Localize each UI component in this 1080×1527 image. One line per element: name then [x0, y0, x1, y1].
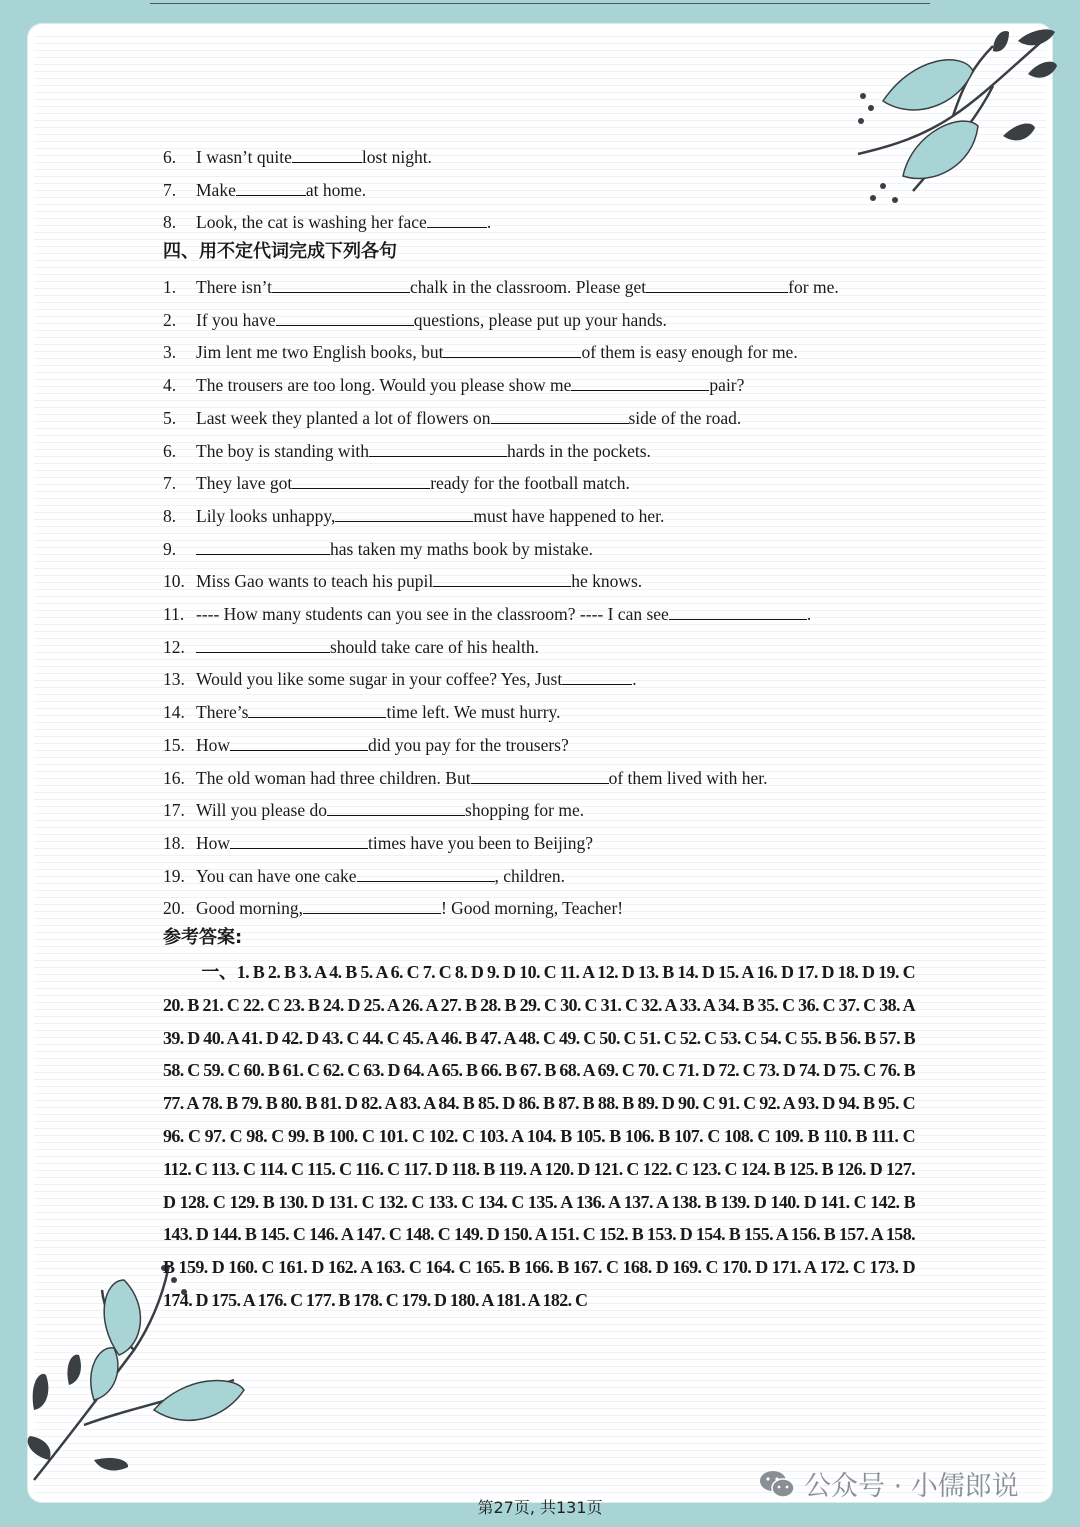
leaf-decoration-top-right-icon	[843, 26, 1058, 206]
question-text: Good morning,	[196, 898, 303, 919]
question-item	[163, 799, 584, 821]
question-text: The trousers are too long. Would you please show me	[196, 375, 572, 396]
question-text: The boy is standing with	[196, 440, 370, 461]
question-text: must have happened to her.	[473, 505, 665, 526]
question-text: pair?	[709, 375, 745, 396]
question-text: Last week they planted a lot of flowers on	[196, 407, 491, 428]
answer-blank	[571, 374, 709, 391]
question-number: 11.	[163, 604, 185, 624]
question-item	[163, 897, 623, 919]
answer-blank	[471, 767, 609, 784]
section-four-heading: 四、用不定代词完成下列各句	[163, 241, 397, 262]
question-text: There’s	[196, 702, 249, 723]
answer-blank	[196, 538, 330, 555]
answer-blank	[230, 734, 368, 751]
question-text: lost night.	[361, 147, 432, 167]
question-text: Look, the cat is washing her face	[196, 212, 427, 233]
answer-key-text: 一、1. B 2. B 3. A 4. B 5. A 6. C 7. C 8. D 9. D 10. C 11. A 12. D 13. B 14. D 15. A 16. D 17. D 18. D 19. C 20. B 21. C 22. C 23. B 24. D 25. A 26. A 27. B 28. B 29. C 30. C 31. C 32. A 33. A 34. B 35. C 36. C 37. C 38. A 39. D 40. A 41. D 42. D 43. C 44. C 45. A 46. B 47. A 48. C 49. C 50. C 51. C 52. C 53. C 54. C 55. B 56. B 57. B 58. C 59. C 60. B 61. C 62. C 63. D 64. A 65. B 66. B 67. B 68. A 69. C 70. C 71. D 72. C 73. D 74. D 75. C 76. B 77. A 78. B 79. B 80. B 81. D 82. A 83. A 84. B 85. D 86. B 87. B 88. B 89. D 90. C 91. C 92. A 93. D 94. B 95. C 96. C 97. C 98. C 99. B 100. C 101. C 102. C 103. A 104. B 105. B 106. B 107. C 108. C 109. B 110. B 111. C 112. C 113. C 114. C 115. C 116. C 117. D 118. B 119. A 120. D 121. C 122. C 123. C 124. B 125. B 126. D 127. D 128. C 129. B 130. D 131. C 132. C 133. C 134. C 135. A 136. A 137. A 138. B 139. D 140. D 141. C 142. B 143. D 144. B 145. C 146. A 147. C 148. C 149. D 150. A 151. C 152. B 153. D 154. B 155. A 156. B 157. A 158. B 159. D 160. C 161. D 162. A 163. C 164. C 165. B 166. B 167. C 168. D 169. C 170. D 171. A 172. C 173. D 174. D 175. A 176. C 177. B 178. C 179. D 180. A 181. A 182. C	[163, 962, 915, 1310]
question-text: Miss Gao wants to teach his pupil	[196, 571, 434, 592]
question-number: 8.	[163, 505, 177, 526]
question-text: Lily looks unhappy,	[196, 505, 336, 526]
question-number: 7.	[163, 473, 177, 494]
question-text: How	[196, 734, 231, 755]
question-number: 6.	[163, 440, 177, 461]
question-item	[163, 374, 744, 396]
top-rule	[150, 3, 930, 4]
question-number: 9.	[163, 538, 177, 559]
question-item	[163, 309, 667, 331]
answer-blank	[292, 146, 362, 163]
question-text: time left. We must hurry.	[386, 702, 561, 723]
answer-blank	[369, 440, 507, 457]
question-item	[163, 570, 642, 592]
question-text: for me.	[788, 277, 839, 297]
question-text: shopping for me.	[465, 800, 585, 821]
answer-blank	[335, 505, 473, 522]
question-text: .	[806, 604, 812, 624]
answer-blank	[272, 276, 410, 293]
question-item	[163, 668, 637, 690]
question-text: of them is easy enough for me.	[581, 342, 798, 363]
question-text: he knows.	[571, 571, 643, 592]
question-item	[163, 636, 539, 658]
question-item	[163, 211, 491, 233]
question-item	[163, 701, 561, 723]
question-text: They lave got	[196, 473, 293, 494]
question-number: 20.	[163, 898, 185, 919]
question-number: 17.	[163, 800, 185, 821]
question-text: Will you please do	[196, 800, 328, 821]
question-text: side of the road.	[628, 407, 742, 428]
question-item	[163, 276, 839, 298]
question-item	[163, 472, 630, 494]
question-item	[163, 407, 741, 429]
question-number: 10.	[163, 571, 185, 592]
question-text: The old woman had three children. But	[196, 767, 471, 788]
answer-blank	[236, 179, 306, 196]
question-item	[163, 505, 664, 527]
answer-blank	[669, 603, 807, 620]
question-item	[163, 341, 798, 363]
page-number: 第27页, 共131页	[477, 1498, 603, 1517]
answer-blank	[276, 309, 414, 326]
question-text: ! Good morning, Teacher!	[440, 898, 624, 919]
question-item	[163, 865, 565, 887]
question-number: 3.	[163, 342, 177, 363]
answer-blank	[562, 668, 632, 685]
question-number: 14.	[163, 702, 185, 723]
answer-key	[163, 956, 915, 1317]
wechat-icon	[758, 1469, 796, 1499]
question-text: ready for the football match.	[430, 473, 630, 494]
answers-heading: 参考答案:	[163, 927, 243, 948]
question-number: 2.	[163, 309, 177, 330]
question-number: 5.	[163, 407, 177, 428]
answer-blank	[427, 211, 487, 228]
question-text: at home.	[305, 179, 367, 200]
question-number: 18.	[163, 832, 185, 853]
question-text: Jim lent me two English books, but	[196, 342, 444, 363]
question-text: Make	[196, 179, 236, 200]
answer-blank	[357, 865, 495, 882]
question-number: 12.	[163, 636, 185, 657]
question-text: did you pay for the trousers?	[368, 734, 569, 755]
answer-blank	[303, 897, 441, 914]
question-number: 1.	[163, 277, 177, 297]
question-text: You can have one cake	[196, 865, 357, 886]
question-number: 6.	[163, 147, 177, 167]
watermark-text: 公众号 · 小儒郎说	[804, 1471, 1019, 1502]
question-item	[163, 734, 569, 756]
answer-blank	[433, 570, 571, 587]
question-text: .	[486, 212, 492, 233]
question-text: ---- How many students can you see in the classroom? ---- I can see	[196, 604, 669, 624]
question-text: There isn’t	[196, 277, 272, 297]
question-item	[163, 767, 768, 789]
answer-blank	[230, 832, 368, 849]
question-text: .	[632, 669, 637, 690]
answer-blank	[196, 636, 330, 653]
question-number: 15.	[163, 734, 185, 755]
answer-blank	[327, 799, 465, 816]
question-text: has taken my maths book by mistake.	[330, 538, 593, 559]
question-number: 7.	[163, 179, 177, 200]
question-item	[163, 179, 366, 201]
question-item	[163, 832, 593, 854]
question-text: I wasn’t quite	[196, 147, 292, 167]
question-number: 4.	[163, 375, 177, 396]
question-item	[163, 603, 811, 625]
question-number: 8.	[163, 212, 177, 233]
question-text: How	[196, 832, 231, 853]
question-number: 19.	[163, 865, 185, 886]
question-text: If you have	[196, 309, 276, 330]
question-text: questions, please put up your hands.	[413, 309, 667, 330]
question-text: , children.	[494, 865, 565, 886]
answer-blank	[248, 701, 386, 718]
question-text: hards in the pockets.	[507, 440, 651, 461]
question-text: of them lived with her.	[608, 767, 768, 788]
question-item	[163, 440, 651, 462]
answer-blank	[292, 472, 430, 489]
question-number: 16.	[163, 767, 185, 788]
question-number: 13.	[163, 669, 185, 690]
question-text: Would you like some sugar in your coffee? Yes, Just	[196, 669, 563, 690]
answer-blank	[491, 407, 629, 424]
answer-blank	[646, 276, 788, 293]
question-text: should take care of his health.	[330, 636, 539, 657]
question-text: times have you been to Beijing?	[368, 832, 594, 853]
question-text: chalk in the classroom. Please get	[409, 277, 647, 297]
answer-blank	[443, 341, 581, 358]
question-item	[163, 538, 593, 560]
question-item	[163, 146, 432, 168]
